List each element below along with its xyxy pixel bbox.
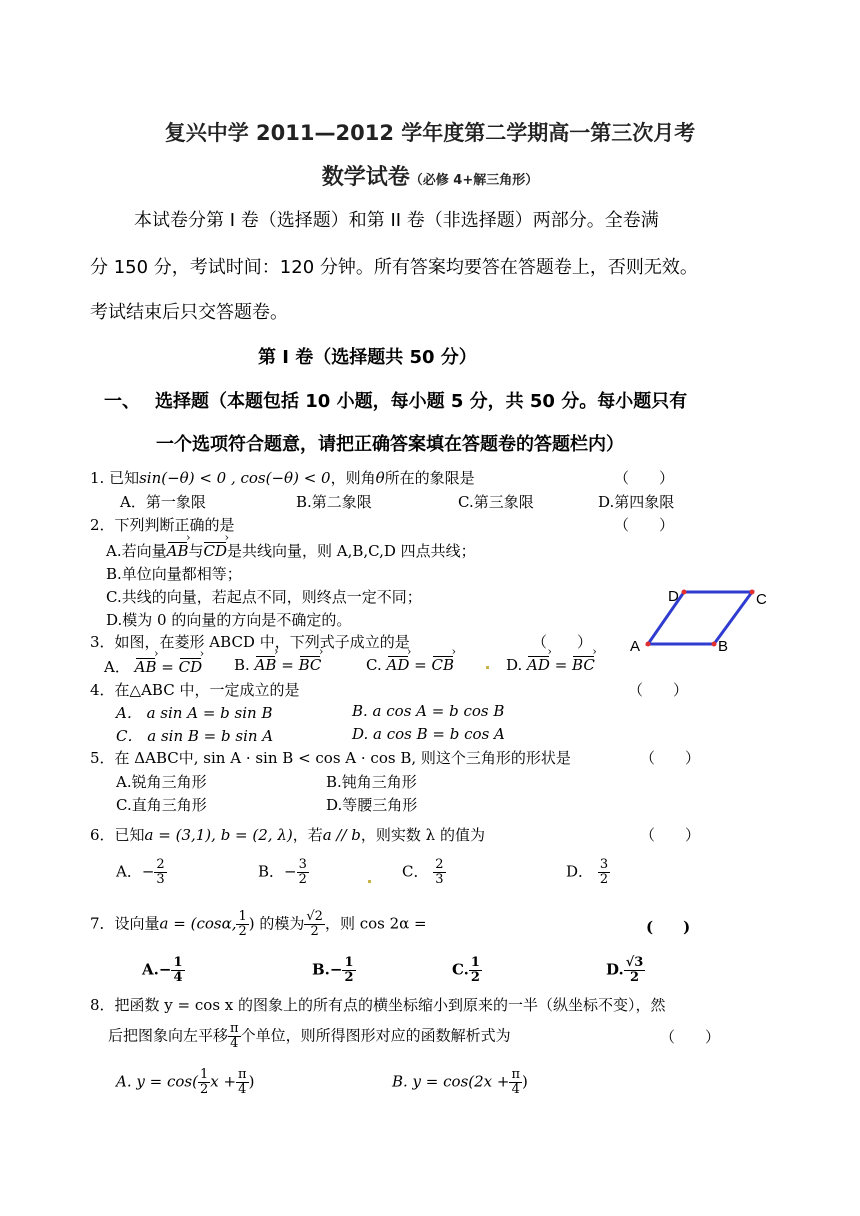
q7-option-d bbox=[606, 956, 645, 985]
q3-d-right: › BC bbox=[572, 656, 595, 674]
q3-answer-paren: （ ） bbox=[532, 633, 593, 651]
q8-option-b bbox=[392, 1068, 528, 1097]
q6-b-num: 3 bbox=[298, 857, 307, 872]
q3-d-eq: = bbox=[554, 656, 568, 674]
q7-d-den: 2 bbox=[629, 970, 640, 985]
q7-half bbox=[236, 910, 248, 939]
exam-title: 复兴中学 2011—2012 学年度第二学期高一第三次月考 bbox=[164, 121, 696, 145]
q5-option-a: A.锐角三角形 bbox=[116, 773, 207, 791]
q3-c-left: › AD bbox=[387, 656, 410, 674]
q6-b-den: 2 bbox=[298, 872, 307, 887]
q2-option-a bbox=[106, 540, 476, 561]
q3-c-label: C. bbox=[366, 656, 382, 674]
q7-c-num: 1 bbox=[470, 955, 480, 970]
q2-a-pre: A.若向量 bbox=[106, 542, 167, 560]
q7-a-label: A. bbox=[142, 960, 159, 979]
q2-a-post: 是共线向量，则 A,B,C,D 四点共线； bbox=[227, 542, 476, 560]
q6-c-frac bbox=[433, 858, 445, 887]
q7-b-sign: − bbox=[329, 960, 343, 979]
q6-c-label: C． bbox=[402, 862, 429, 881]
q1-stem-pre: 1. 已知 bbox=[90, 469, 140, 487]
q6-option-a bbox=[116, 858, 167, 887]
q8-a-pi-den: 4 bbox=[238, 1082, 247, 1097]
q1-option-a: A．第一象限 bbox=[120, 493, 206, 511]
q6-c-den: 3 bbox=[435, 872, 444, 887]
q7-stem bbox=[90, 910, 427, 939]
exam-subtitle bbox=[0, 160, 860, 191]
q7-d-label: D. bbox=[606, 960, 624, 979]
q7-a-frac bbox=[171, 956, 184, 985]
q3-option-a bbox=[104, 656, 202, 677]
label-a: A bbox=[630, 638, 641, 655]
q3-a-eq: = bbox=[161, 658, 174, 676]
q7-vector: a = (cosα, bbox=[159, 914, 237, 933]
q6-d-label: D． bbox=[566, 862, 594, 881]
intro-line-2: 分 150 分，考试时间：120 分钟。所有答案均要答在答题卷上，否则无效。 bbox=[90, 257, 698, 278]
subtitle-note: （必修 4+解三角形） bbox=[409, 173, 539, 188]
q1-stem bbox=[90, 467, 475, 488]
q7-stem-mid: ) 的模为 bbox=[248, 914, 305, 933]
q3-d-label: D. bbox=[506, 656, 523, 674]
q3-d-left: › AD bbox=[527, 656, 550, 674]
q7-half-den: 2 bbox=[238, 924, 247, 939]
q7-c-den: 2 bbox=[470, 970, 480, 985]
q7-modulus bbox=[304, 910, 325, 939]
point-a bbox=[646, 642, 651, 647]
q1-option-b: B.第二象限 bbox=[296, 493, 372, 511]
q6-b-label: B． bbox=[258, 862, 285, 881]
q6-answer-paren: （ ） bbox=[640, 826, 701, 844]
q8-a-pi bbox=[236, 1068, 249, 1097]
q3-a-left: › AB bbox=[135, 658, 157, 676]
label-d: D bbox=[668, 588, 679, 605]
q4-option-d: D. a cos B = b cos A bbox=[352, 725, 505, 743]
q2-vector-ab: › AB bbox=[167, 542, 189, 560]
label-c: C bbox=[756, 591, 767, 608]
q8-line2-pre: 后把图象向左平移 bbox=[108, 1026, 229, 1045]
q5-stem: 5．在 ΔABC中, sin A · sin B < cos A · cos B, 则这个三角形的形状是 bbox=[90, 749, 571, 767]
q3-option-d bbox=[506, 656, 595, 674]
q7-option-a bbox=[142, 956, 185, 985]
intro-line-1: 本试卷分第 Ⅰ 卷（选择题）和第 II 卷（非选择题）两部分。全卷满 bbox=[134, 210, 659, 231]
q2-a-mid: 与 bbox=[188, 542, 204, 560]
q2-answer-paren: （ ） bbox=[614, 516, 675, 534]
q7-a-num: 1 bbox=[173, 955, 183, 970]
q5-answer-paren: （ ） bbox=[640, 749, 701, 767]
q6-d-frac bbox=[598, 858, 610, 887]
q1-stem-end: 所在的象限是 bbox=[384, 469, 475, 487]
q8-a-frac bbox=[198, 1068, 210, 1097]
q5-option-c: C.直角三角形 bbox=[116, 796, 207, 814]
q7-d-frac bbox=[624, 956, 646, 985]
q8-b-pi bbox=[509, 1068, 522, 1097]
q4-option-b: B. a cos A = b cos B bbox=[352, 702, 505, 720]
q8-shift-den: 4 bbox=[230, 1036, 239, 1051]
rhombus-figure bbox=[626, 584, 776, 656]
q3-b-right: › BC bbox=[299, 656, 322, 674]
q3-a-label: A． bbox=[104, 658, 130, 676]
q7-a-sign: − bbox=[158, 960, 172, 979]
q7-a-den: 4 bbox=[173, 970, 183, 985]
section-number: 一、 bbox=[104, 391, 140, 412]
q3-stem: 3．如图，在菱形 ABCD 中，下列式子成立的是 bbox=[90, 633, 410, 651]
q8-line-1: 8．把函数 y = cos x 的图象上的所有点的横坐标缩小到原来的一半（纵坐标不变），然 bbox=[90, 996, 666, 1014]
q8-b-pre: B. y = cos(2x + bbox=[392, 1072, 510, 1091]
q7-stem-pre: 7．设向量 bbox=[90, 914, 160, 933]
q6-d-den: 2 bbox=[599, 872, 609, 887]
q6-a-sign: − bbox=[141, 862, 155, 881]
q4-option-a: A． a sin A = b sin B bbox=[116, 704, 273, 722]
q7-b-num: 1 bbox=[344, 955, 354, 970]
q7-option-c bbox=[452, 956, 482, 985]
q2-option-d: D.模为 0 的向量的方向是不确定的。 bbox=[106, 611, 352, 629]
section-line-1: 选择题（本题包括 10 小题，每小题 5 分，共 50 分。每小题只有 bbox=[155, 391, 688, 412]
q3-c-right: › CB bbox=[432, 656, 455, 674]
q3-a-right: › CD bbox=[179, 658, 203, 676]
q7-mod-num: √2 bbox=[306, 909, 323, 924]
q6-d-num: 3 bbox=[599, 857, 609, 872]
q4-option-c: C． a sin B = b sin A bbox=[116, 727, 274, 745]
q6-option-d bbox=[566, 858, 610, 887]
q7-c-label: C. bbox=[452, 960, 469, 979]
q1-theta: θ bbox=[375, 469, 385, 487]
q8-a-num: 1 bbox=[199, 1067, 209, 1082]
q5-option-d: D.等腰三角形 bbox=[326, 796, 418, 814]
q5-option-b: B.钝角三角形 bbox=[326, 773, 417, 791]
q6-stem-mid: ，若 bbox=[292, 826, 323, 844]
scan-speck bbox=[368, 880, 371, 883]
q3-b-label: B. bbox=[234, 656, 250, 674]
q6-option-b bbox=[258, 858, 309, 887]
q6-a-label: A． bbox=[116, 862, 142, 881]
section-line-2: 一个选项符合题意，请把正确答案填在答题卷的答题栏内） bbox=[156, 434, 624, 455]
q6-a-num: 2 bbox=[156, 857, 165, 872]
q6-parallel: a // b bbox=[322, 826, 361, 844]
q4-stem: 4．在△ABC 中，一定成立的是 bbox=[90, 681, 300, 699]
q8-a-end: ) bbox=[248, 1072, 255, 1091]
q7-d-num: √3 bbox=[625, 955, 644, 970]
q6-stem-pre: 6．已知 bbox=[90, 826, 145, 844]
q6-a-frac bbox=[154, 858, 166, 887]
point-b bbox=[712, 642, 717, 647]
q6-c-num: 2 bbox=[435, 857, 444, 872]
q8-a-mid: x + bbox=[210, 1072, 237, 1091]
q1-option-c: C.第三象限 bbox=[458, 493, 534, 511]
q7-b-label: B. bbox=[312, 960, 330, 979]
q1-stem-post: ，则角 bbox=[330, 469, 376, 487]
q7-option-b bbox=[312, 956, 356, 985]
q8-a-pre: A. y = cos( bbox=[116, 1072, 198, 1091]
q6-a-den: 3 bbox=[156, 872, 165, 887]
q8-answer-paren: （ ） bbox=[660, 1028, 721, 1046]
q8-b-pi-num: π bbox=[511, 1067, 521, 1082]
q7-mod-den: 2 bbox=[310, 924, 319, 939]
part1-heading: 第 Ⅰ 卷（选择题共 50 分） bbox=[258, 347, 477, 368]
point-c bbox=[750, 590, 755, 595]
q2-option-b: B.单位向量都相等； bbox=[106, 565, 242, 583]
q7-half-num: 1 bbox=[238, 909, 247, 924]
q6-vectors: a = (3,1), b = (2, λ) bbox=[144, 826, 293, 844]
q7-stem-post: ，则 cos 2α = bbox=[324, 914, 427, 933]
q8-b-pi-den: 4 bbox=[511, 1082, 520, 1097]
label-b: B bbox=[718, 638, 729, 655]
q3-c-eq: = bbox=[414, 656, 427, 674]
q1-option-d: D.第四象限 bbox=[598, 493, 675, 511]
q7-b-frac bbox=[342, 956, 355, 985]
q8-a-pi-num: π bbox=[238, 1067, 247, 1082]
q6-b-sign: − bbox=[284, 862, 297, 881]
q7-answer-paren: ( ) bbox=[646, 918, 691, 936]
q8-b-end: ) bbox=[522, 1072, 528, 1091]
q6-b-frac bbox=[297, 858, 309, 887]
q8-a-den: 2 bbox=[199, 1082, 209, 1097]
q6-stem bbox=[90, 824, 485, 845]
intro-line-3: 考试结束后只交答题卷。 bbox=[90, 302, 288, 323]
q2-stem: 2．下列判断正确的是 bbox=[90, 516, 235, 534]
q6-stem-post: ，则实数 λ 的值为 bbox=[360, 826, 485, 844]
q3-option-c bbox=[366, 656, 454, 674]
q3-b-left: › AB bbox=[255, 656, 277, 674]
q8-line2-post: 个单位，则所得图形对应的函数解析式为 bbox=[240, 1026, 511, 1045]
point-d bbox=[682, 590, 687, 595]
q7-c-frac bbox=[469, 956, 482, 985]
q1-answer-paren: （ ） bbox=[614, 469, 675, 487]
q4-answer-paren: （ ） bbox=[628, 681, 689, 699]
q2-option-c: C.共线的向量，若起点不同，则终点一定不同； bbox=[106, 588, 422, 606]
q3-option-b bbox=[234, 656, 321, 674]
rhombus-shape bbox=[648, 592, 752, 644]
q7-b-den: 2 bbox=[344, 970, 354, 985]
q8-option-a bbox=[116, 1068, 254, 1097]
q8-shift bbox=[228, 1022, 241, 1051]
q6-option-c bbox=[402, 858, 446, 887]
q2-vector-cd: › CD bbox=[203, 542, 227, 560]
q8-line-2 bbox=[108, 1022, 511, 1051]
q8-shift-num: π bbox=[230, 1021, 239, 1036]
scan-speck bbox=[486, 666, 489, 669]
subtitle-main: 数学试卷 bbox=[321, 165, 410, 190]
q1-condition: sin(−θ) < 0 , cos(−θ) < 0 bbox=[139, 469, 331, 487]
q3-b-eq: = bbox=[281, 656, 294, 674]
